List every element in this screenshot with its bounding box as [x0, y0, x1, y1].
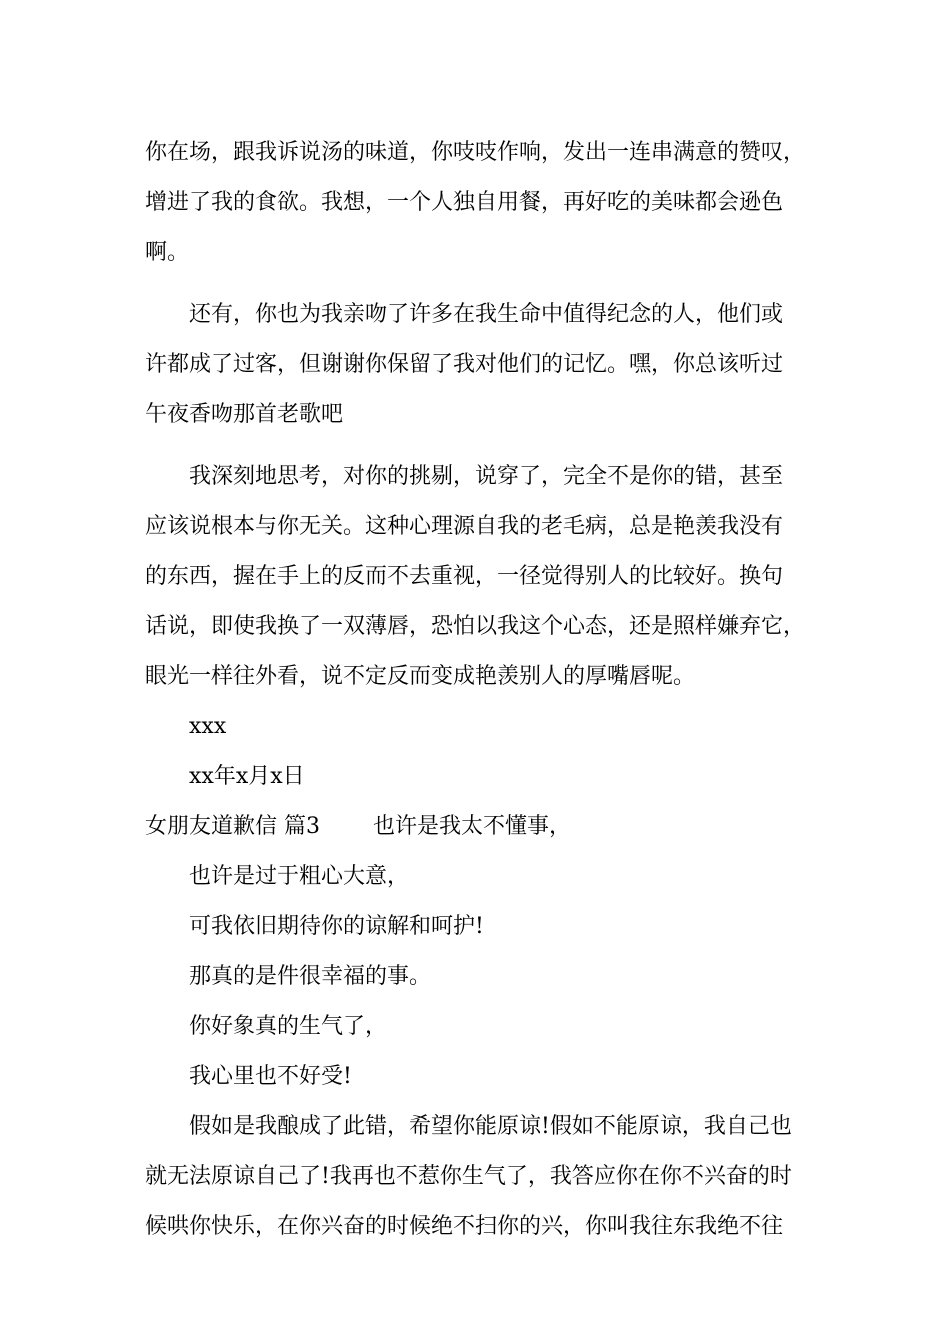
text-line: 啊。: [145, 240, 190, 265]
section-first-line: 也许是我太不懂事，: [373, 814, 572, 839]
text-line: 午夜香吻那首老歌吧: [145, 402, 344, 427]
paragraph-1: [145, 128, 810, 278]
section-heading-row: [145, 802, 810, 852]
paragraph-2: [145, 290, 810, 440]
text-line: 眼光一样往外看，说不定反而变成艳羡别人的厚嘴唇呢。: [145, 664, 696, 689]
text-line: 话说，即使我换了一双薄唇，恐怕以我这个心态，还是照样嫌弃它，: [145, 614, 806, 639]
paragraph-4: [145, 1102, 810, 1252]
poem-line: 也许是过于粗心大意，: [189, 864, 410, 889]
text-line: 应该说根本与你无关。这种心理源自我的老毛病，总是艳羡我没有: [145, 514, 784, 539]
section-heading: 女朋友道歉信 篇3: [145, 814, 320, 839]
text-line: 就无法原谅自己了!我再也不惹你生气了，我答应你在你不兴奋的时: [145, 1164, 792, 1189]
text-line: 你在场，跟我诉说汤的味道，你吱吱作响，发出一连串满意的赞叹，: [145, 140, 806, 165]
paragraph-3: [145, 452, 810, 702]
poem-line: 可我依旧期待你的谅解和呵护!: [189, 914, 484, 939]
poem-line: 那真的是件很幸福的事。: [189, 964, 432, 989]
poem-line: 你好象真的生气了，: [189, 1014, 388, 1039]
poem-lines: [145, 852, 810, 1102]
text-line: 候哄你快乐，在你兴奋的时候绝不扫你的兴，你叫我往东我绝不往: [145, 1214, 784, 1239]
text-line: 假如是我酿成了此错，希望你能原谅!假如不能原谅，我自己也: [189, 1114, 792, 1139]
poem-line: 我心里也不好受!: [189, 1064, 352, 1089]
signature: xxx: [189, 714, 227, 739]
date: xx年x月x日: [189, 764, 305, 789]
document-page: [145, 128, 810, 1252]
text-line: 增进了我的食欲。我想，一个人独自用餐，再好吃的美味都会逊色: [145, 190, 784, 215]
text-line: 许都成了过客，但谢谢你保留了我对他们的记忆。嘿，你总该听过: [145, 352, 784, 377]
text-line: 的东西，握在手上的反而不去重视，一径觉得别人的比较好。换句: [145, 564, 784, 589]
text-line: 我深刻地思考，对你的挑剔，说穿了，完全不是你的错，甚至: [189, 464, 784, 489]
text-line: 还有，你也为我亲吻了许多在我生命中值得纪念的人，他们或: [189, 302, 784, 327]
